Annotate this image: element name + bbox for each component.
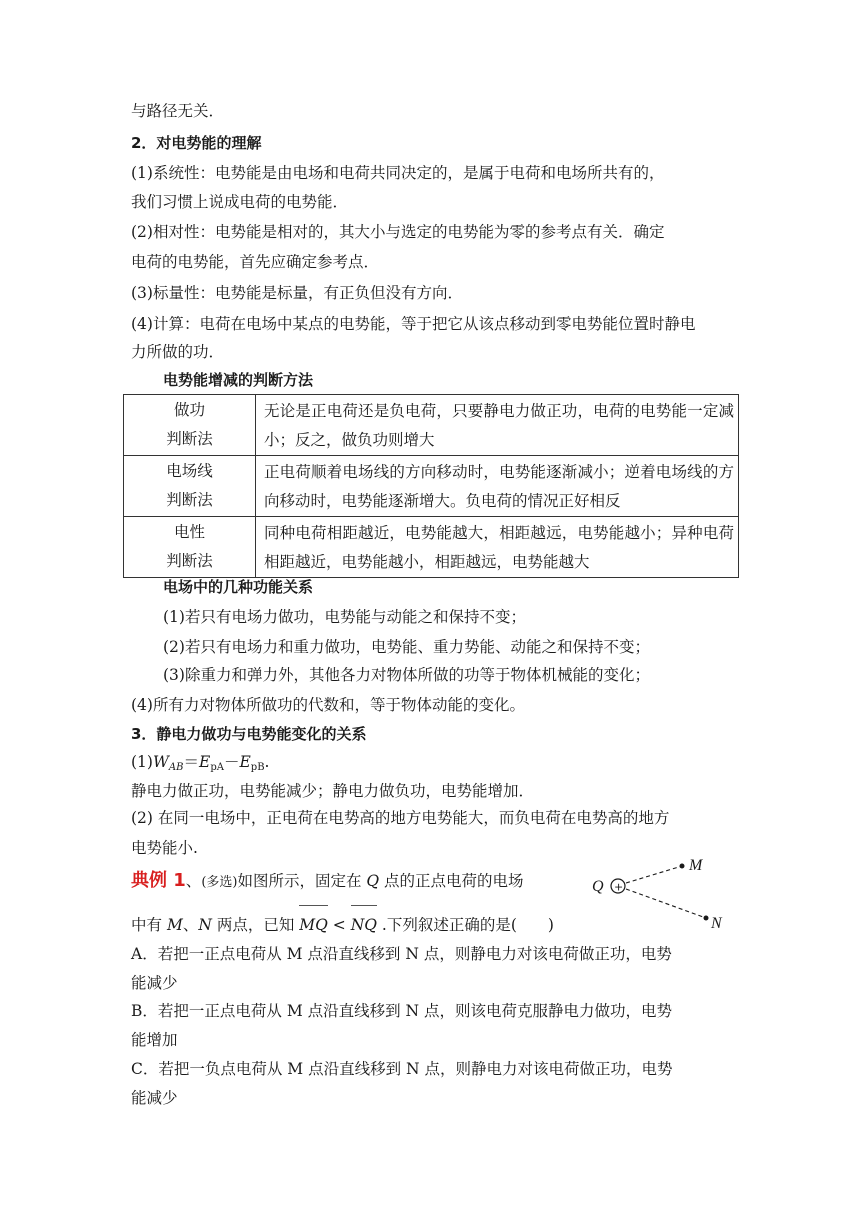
text-line: 电荷的电势能，首先应确定参考点． <box>131 253 380 271</box>
example-label: 典例 1 <box>131 870 186 891</box>
option-c: C．若把一负点电荷从 M 点沿直线移到 N 点，则静电力对该电荷做正功，电势 <box>131 1060 673 1078</box>
method-desc: 同种电荷相距越近，电势能越大，相距越远，电势能越小；异种电荷相距越近，电势能越小，相距越远，电势能越大 <box>256 517 739 578</box>
method-name: 做功 判断法 <box>124 395 256 456</box>
text-line: (1)若只有电场力做功，电势能与动能之和保持不变； <box>163 608 526 626</box>
text-line: (1)系统性：电势能是由电场和电荷共同决定的，是属于电荷和电场所共有的， <box>131 164 665 182</box>
table-row <box>124 395 739 456</box>
option-b-cont: 能增加 <box>131 1031 178 1049</box>
table-title: 电势能增减的判断方法 <box>163 371 314 389</box>
text-line: 与路径无关． <box>131 102 225 120</box>
methods-table <box>123 394 739 578</box>
text-line: 静电力做正功，电势能减少；静电力做负功，电势能增加． <box>131 782 535 800</box>
text-line: 我们习惯上说成电荷的电势能． <box>131 193 349 211</box>
text-line: (4)计算：电荷在电场中某点的电势能，等于把它从该点移动到零电势能位置时静电 <box>131 315 696 333</box>
text-line: (4)所有力对物体所做功的代数和，等于物体动能的变化。 <box>131 696 525 714</box>
plus-sign: + <box>614 880 624 894</box>
example-heading: 典例 1、(多选)如图所示，固定在 Q 点的正点电荷的电场 <box>131 870 524 891</box>
text-line: (3)标量性：电势能是标量，有正负但没有方向． <box>131 284 463 302</box>
text-line: 力所做的功． <box>131 343 225 361</box>
section-heading: 3．静电力做功与电势能变化的关系 <box>131 725 367 743</box>
m-label: M <box>689 857 703 874</box>
option-a-cont: 能减少 <box>131 974 178 992</box>
method-desc: 无论是正电荷还是负电荷，只要静电力做正功，电荷的电势能一定减小；反之，做负功则增大 <box>256 395 739 456</box>
method-name: 电场线 判断法 <box>124 456 256 517</box>
text-line: (2)若只有电场力和重力做功，电势能、重力势能、动能之和保持不变； <box>163 638 650 656</box>
n-label: N <box>711 915 722 932</box>
example-line: 中有 M、N 两点，已知 MQ < NQ .下列叙述正确的是( ) <box>131 916 554 934</box>
option-a: A．若把一正点电荷从 M 点沿直线移到 N 点，则静电力对该电荷做正功，电势 <box>131 945 672 963</box>
field-line-m <box>626 866 682 883</box>
text-line: 电势能小. <box>131 839 198 857</box>
formula: $(1)W_{AB}=E_{pA}-E_{pB}$. <box>131 753 270 773</box>
option-c-cont: 能减少 <box>131 1089 178 1107</box>
energy-title: 电场中的几种功能关系 <box>163 578 314 596</box>
option-b: B．若把一正点电荷从 M 点沿直线移到 N 点，则该电荷克服静电力做功，电势 <box>131 1002 673 1020</box>
field-line-n <box>626 889 706 918</box>
text-line: (3)除重力和弹力外，其他各力对物体所做的功等于物体机械能的变化； <box>163 666 650 684</box>
table-row <box>124 517 739 578</box>
method-name: 电性 判断法 <box>124 517 256 578</box>
text-line: (2) 在同一电场中，正电荷在电势高的地方电势能大，而负电荷在电势高的地方 <box>131 809 670 827</box>
q-label: Q <box>592 878 604 895</box>
text-line: (2)相对性：电势能是相对的，其大小与选定的电势能为零的参考点有关．确定 <box>131 223 665 241</box>
point-m <box>680 864 685 869</box>
point-n <box>704 916 709 921</box>
method-desc: 正电荷顺着电场线的方向移动时，电势能逐渐减小；逆着电场线的方向移动时，电势能逐渐增大。负电荷的情况正好相反 <box>256 456 739 517</box>
charge-diagram <box>590 852 730 932</box>
table-row <box>124 456 739 517</box>
section-heading: 2．对电势能的理解 <box>131 134 262 152</box>
